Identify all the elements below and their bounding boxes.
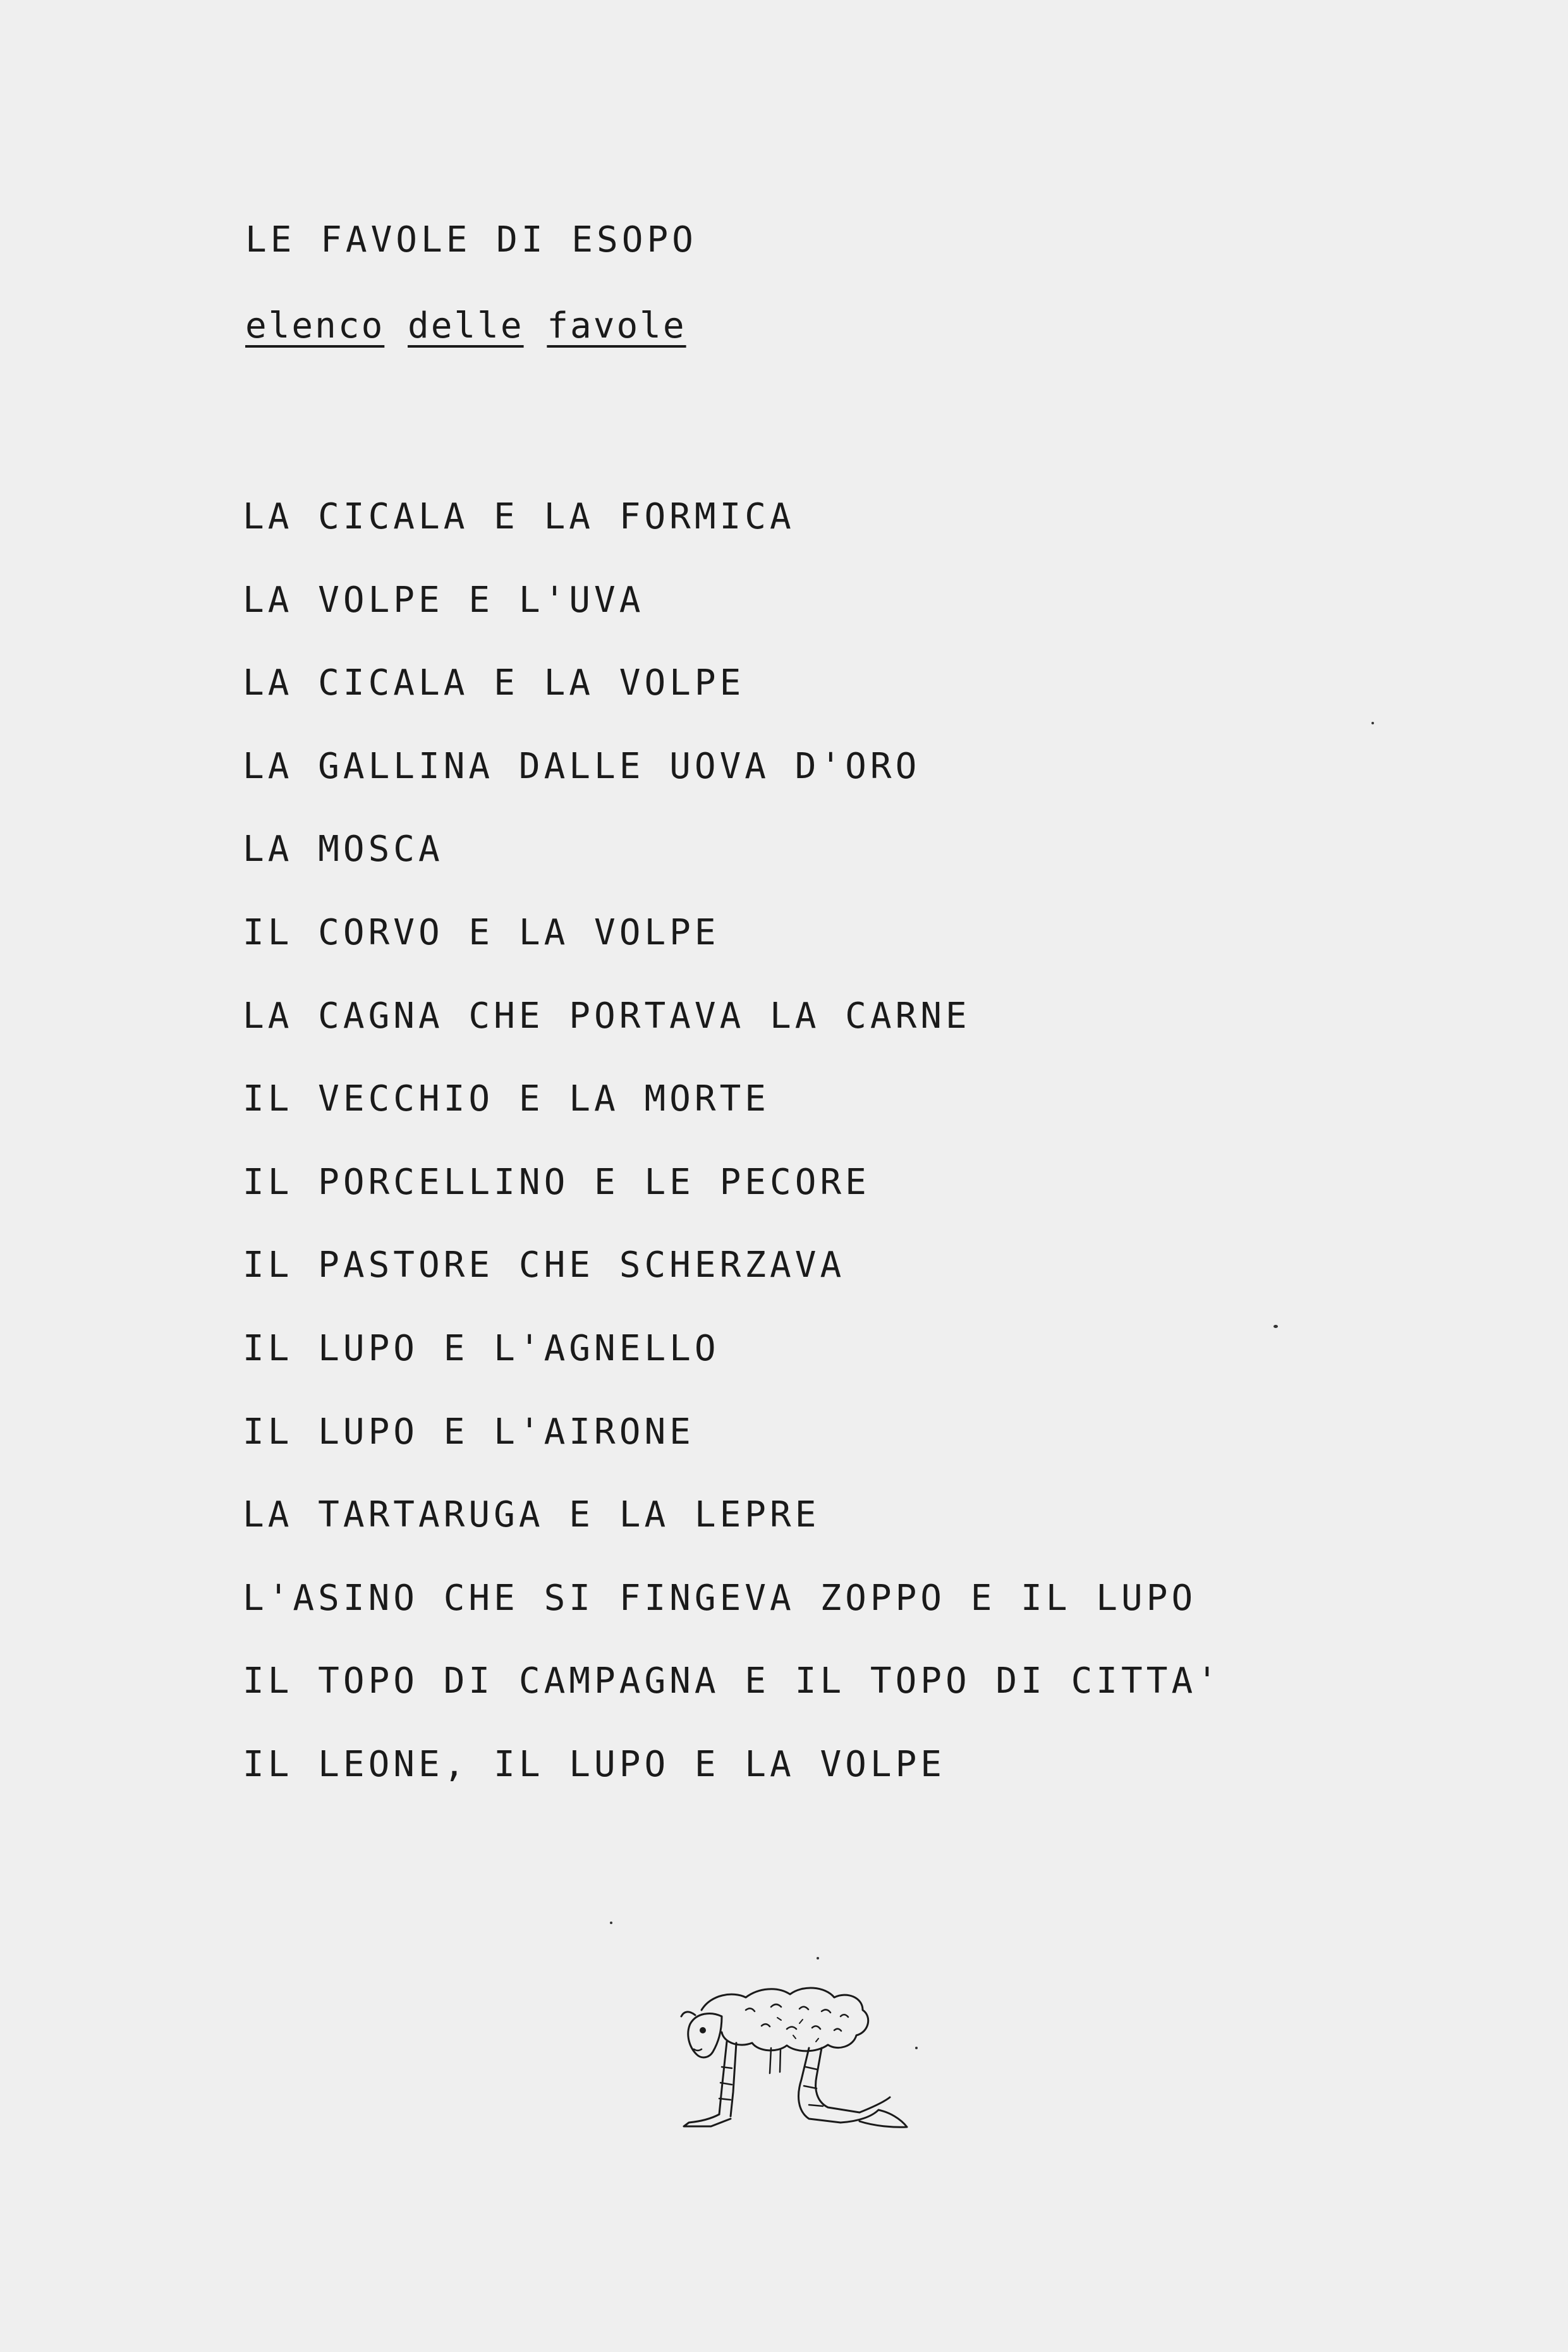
- fable-item: LA CICALA E LA FORMICA: [243, 496, 795, 537]
- fable-item: IL VECCHIO E LA MORTE: [243, 1078, 770, 1120]
- subtitle-word: favole: [547, 305, 686, 346]
- fable-item: IL PORCELLINO E LE PECORE: [243, 1161, 870, 1203]
- fable-item: IL PASTORE CHE SCHERZAVA: [243, 1245, 846, 1286]
- paper-speck: [915, 2047, 918, 2049]
- fable-item: IL LUPO E L'AGNELLO: [243, 1327, 720, 1369]
- fable-list: [243, 475, 1222, 1807]
- fable-item: LA TARTARUGA E LA LEPRE: [243, 1494, 820, 1536]
- paper-speck: [610, 1922, 612, 1924]
- document-title: LE FAVOLE DI ESOPO: [245, 219, 697, 260]
- document-subtitle: [245, 305, 686, 346]
- fable-item: LA VOLPE E L'UVA: [243, 579, 645, 621]
- paper-speck: [1273, 1325, 1278, 1328]
- subtitle-word: delle: [408, 305, 524, 346]
- paper-speck: [817, 1957, 819, 1959]
- paper-speck: [1371, 722, 1374, 724]
- fable-item: IL TOPO DI CAMPAGNA E IL TOPO DI CITTA': [243, 1660, 1222, 1702]
- subtitle-word: elenco: [245, 305, 385, 346]
- fable-item: LA MOSCA: [243, 829, 444, 870]
- fable-item: IL LUPO E L'AIRONE: [243, 1411, 695, 1453]
- fable-item: LA GALLINA DALLE UOVA D'ORO: [243, 745, 921, 787]
- sheep-drawing-icon: [651, 1972, 929, 2143]
- fable-item: IL CORVO E LA VOLPE: [243, 911, 720, 953]
- fable-item: L'ASINO CHE SI FINGEVA ZOPPO E IL LUPO: [243, 1577, 1197, 1619]
- fable-item: LA CICALA E LA VOLPE: [243, 662, 745, 704]
- fable-item: IL LEONE, IL LUPO E LA VOLPE: [243, 1743, 946, 1785]
- fable-item: LA CAGNA CHE PORTAVA LA CARNE: [243, 995, 971, 1037]
